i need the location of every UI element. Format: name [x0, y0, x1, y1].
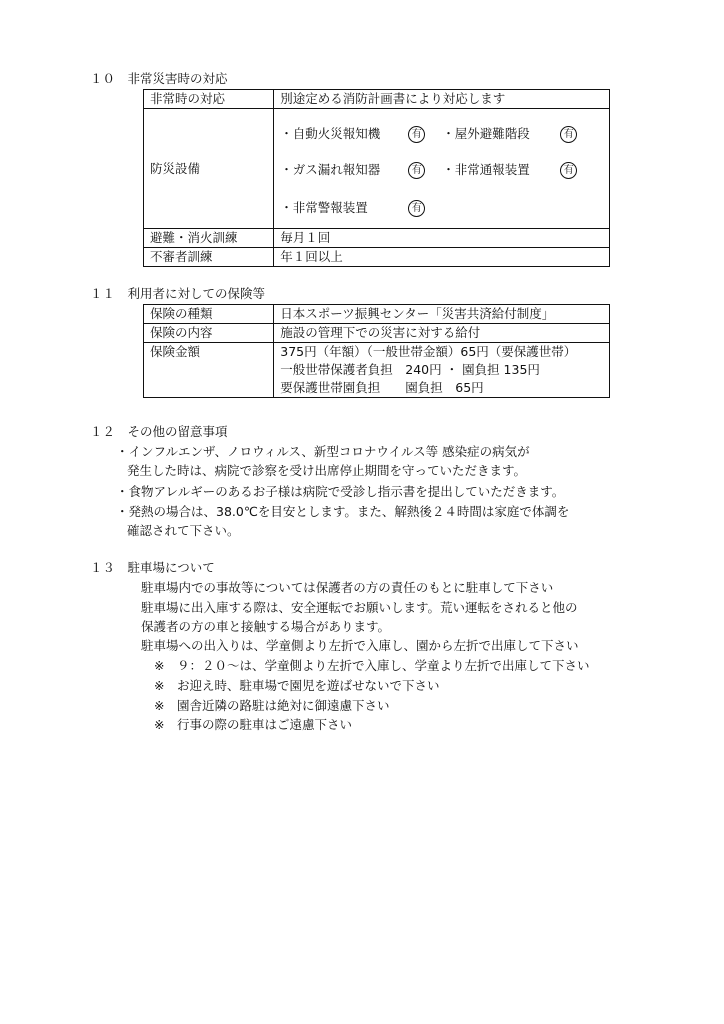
- yes-mark: 有: [408, 126, 425, 143]
- table-row: [144, 343, 610, 398]
- parking-note: ※ お迎え時、駐車場で園児を遊ばせないで下さい: [154, 678, 440, 693]
- row-value: 施設の管理下での災害に対する給付: [274, 324, 610, 343]
- row-value: 年１回以上: [274, 248, 610, 267]
- section-13-heading: １３ 駐車場について: [90, 560, 215, 575]
- yes-mark: 有: [560, 162, 577, 179]
- equipment-name: ・屋外避難階段: [442, 126, 530, 141]
- row-value: 日本スポーツ振興センター「災害共済給付制度」: [274, 305, 610, 324]
- parking-line: 駐車場内での事故等については保護者の方の責任のもとに駐車して下さい: [141, 580, 554, 595]
- equipment-item: [280, 125, 422, 143]
- equipment-name: ・非常通報装置: [442, 162, 530, 177]
- row-label: 不審者訓練: [144, 248, 274, 267]
- amount-line: 一般世帯保護者負担 240円 ・ 園負担 135円: [280, 362, 540, 377]
- table-row: [144, 109, 610, 229]
- row-value: 毎月１回: [274, 229, 610, 248]
- section-11-heading: １１ 利用者に対しての保険等: [90, 286, 266, 301]
- row-label: 防災設備: [144, 109, 274, 229]
- equipment-name: ・自動火災報知機: [280, 126, 381, 141]
- insurance-table: [143, 304, 610, 398]
- row-value: [274, 343, 610, 398]
- yes-mark: 有: [560, 126, 577, 143]
- equipment-item: [442, 125, 574, 143]
- parking-line: 駐車場への出入りは、学童側より左折で入庫し、園から左折で出庫して下さい: [141, 638, 579, 653]
- row-label: 保険の種類: [144, 305, 274, 324]
- note-line: 発生した時は、病院で診察を受け出席停止期間を守っていただきます。: [127, 463, 527, 478]
- section-10-heading: １０ 非常災害時の対応: [90, 71, 228, 86]
- note-line: ・発熱の場合は、38.0℃を目安とします。また、解熱後２４時間は家庭で体調を: [116, 504, 570, 519]
- section-12-heading: １２ その他の留意事項: [90, 424, 228, 439]
- table-row: [144, 229, 610, 248]
- table-row: [144, 324, 610, 343]
- note-line: ・食物アレルギーのあるお子様は病院で受診し指示書を提出していただきます。: [116, 484, 565, 499]
- yes-mark: 有: [408, 162, 425, 179]
- note-line: ・インフルエンザ、ノロウィルス、新型コロナウイルス等 感染症の病気が: [116, 444, 530, 459]
- row-label: 保険金額: [144, 343, 274, 398]
- equipment-name: ・ガス漏れ報知器: [280, 162, 381, 177]
- equipment-name: ・非常警報装置: [280, 200, 368, 215]
- parking-note: ※ 園舎近隣の路駐は絶対に御遠慮下さい: [154, 698, 390, 713]
- parking-line: 駐車場に出入庫する際は、安全運転でお願いします。荒い運転をされると他の: [141, 600, 578, 615]
- row-label: 避難・消火訓練: [144, 229, 274, 248]
- emergency-table: [143, 89, 610, 267]
- row-value: 別途定める消防計画書により対応します: [274, 90, 610, 109]
- parking-note: ※ ９：２０～は、学童側より左折で入庫し、学童より左折で出庫して下さい: [154, 658, 590, 673]
- equipment-item: [442, 161, 574, 179]
- equipment-item: [280, 199, 422, 217]
- row-label: 保険の内容: [144, 324, 274, 343]
- equipment-item: [280, 161, 422, 179]
- parking-note: ※ 行事の際の駐車はご遠慮下さい: [154, 717, 352, 732]
- amount-line: 375円（年額）（一般世帯金額）65円（要保護世帯）: [280, 344, 577, 359]
- note-line: 確認されて下さい。: [127, 523, 240, 538]
- parking-line: 保護者の方の車と接触する場合があります。: [141, 619, 391, 634]
- equipment-cell: [274, 109, 610, 229]
- table-row: [144, 305, 610, 324]
- yes-mark: 有: [408, 200, 425, 217]
- amount-line: 要保護世帯園負担 園負担 65円: [280, 380, 484, 395]
- row-label: 非常時の対応: [144, 90, 274, 109]
- table-row: [144, 248, 610, 267]
- table-row: [144, 90, 610, 109]
